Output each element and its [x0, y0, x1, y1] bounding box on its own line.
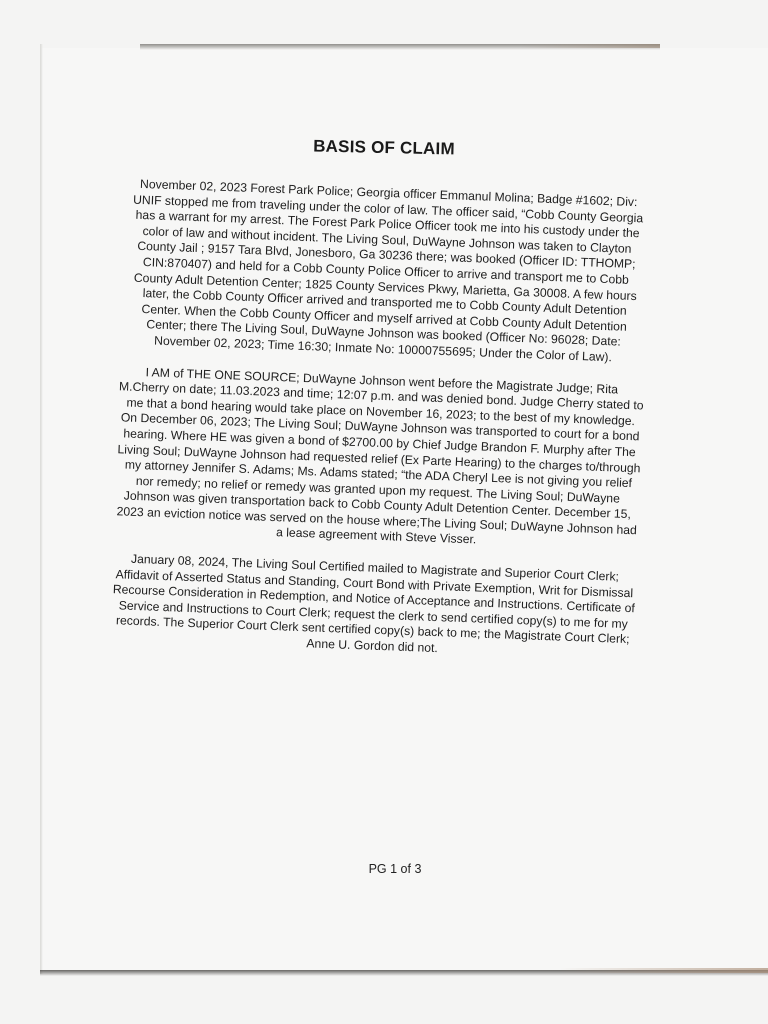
paper-edge-top-right — [520, 44, 660, 48]
paper-edge-bottom-right — [560, 968, 768, 973]
document-body — [108, 176, 651, 680]
paragraph-arrest: November 02, 2023 Forest Park Police; Georgia officer Emmanul Molina; Badge #1602; Div: UNIF stopped me from traveling under the color of law. The officer said, “Cobb County Georgia has a warrant for my arrest. The Forest Park Police Officer took me into his custody under the color of law and without incident. The Living Soul, DuWayne Johnson was taken to Clayton County Jail ; 9157 Tara Blvd, Jonesboro, Ga 30236 there; was booked (Officer ID: TTHOMP; CIN:870407) and held for a Cobb County Police Officer to arrive and transport me to Cobb County Adult Detention Center; 1825 County Services Pkwy, Marietta, Ga 30008. A few hours later, the Cobb County Officer arrived and transported me to Cobb County Adult Detention Center. When the Cobb County Officer and myself arrived at Cobb County Adult Detention Center; there The Living Soul, DuWayne Johnson was booked (Officer No: 96028; Date: November 02, 2023; Time 16:30; Inmate No: 10000755695; Under the Color of Law). — [132, 176, 644, 365]
paragraph-certified-mail: January 08, 2024, The Living Soul Certified mailed to Magistrate and Superior Court Clerk; Affidavit of Asserted Status and Standing, Court Bond with Private Exemption, Writ for Dismissal Recourse Consideration in Redemption, and Notice of Acceptance and Instructions. Certificate of Service and Instructions to Court Clerk; request the clerk to send certified copy(s) to me for my records. The Superior Court Clerk sent certified copy(s) back to me; the Magistrate Court Clerk; Anne U. Gordon did not. — [112, 551, 636, 656]
page-number: PG 1 of 3 — [368, 862, 422, 876]
document-title: BASIS OF CLAIM — [312, 136, 456, 159]
paper-edge-left — [40, 44, 43, 974]
paragraph-bond-hearing: I AM of THE ONE SOURCE; DuWayne Johnson went before the Magistrate Judge; Rita M.Cherry on date; 11.03.2023 and time; 12:07 p.m. and was denied bond. Judge Cherry stated to me that a bond hearing would take place on November 16, 2023; to the best of my knowledge. On December 06, 2023; The Living Soul; DuWayne Johnson was transported to court for a bond hearing. Where HE was given a bond of $2700.00 by Chief Judge Brandon F. Murphy after The Living Soul; DuWayne Johnson had requested relief (Ex Parte Hearing) to the charges to/through my attorney Jennifer S. Adams; Ms. Adams stated; “the ADA Cheryl Lee is not giving you relief nor remedy; no relief or remedy was granted upon my request. The Living Soul; DuWayne Johnson was given transportation back to Cobb County Adult Detention Center. December 15, 2023 an eviction notice was served on the house where;The Living Soul; DuWayne Johnson had a lease agreement with Steve Visser. — [116, 364, 644, 547]
